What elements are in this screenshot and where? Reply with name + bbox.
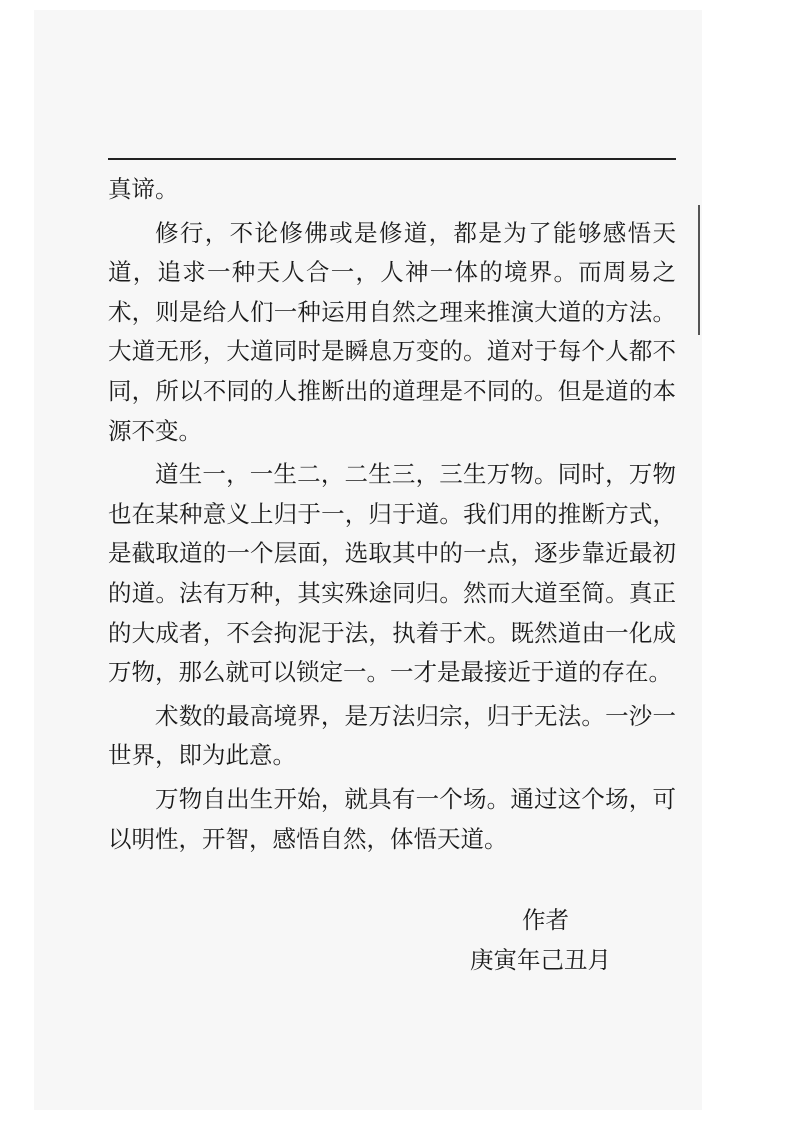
body-text bbox=[108, 170, 676, 859]
paragraph-3: 道生一，一生二，二生三，三生万物。同时，万物也在某种意义上归于一，归于道。我们用的推断方式，是截取道的一个层面，选取其中的一点，逐步靠近最初的道。法有万种，其实殊途同归。然而大道至简。真正的大成者，不会拘泥于法，执着于术。既然道由一化成万物，那么就可以锁定一。一才是最接近于道的存在。 bbox=[108, 460, 676, 687]
paragraph-4: 术数的最高境界，是万法归宗，归于无法。一沙一世界，即为此意。 bbox=[108, 701, 676, 770]
author-label: 作者 bbox=[522, 906, 569, 934]
paragraph-5: 万物自出生开始，就具有一个场。通过这个场，可以明性，开智，感悟自然，体悟天道。 bbox=[108, 784, 676, 853]
signature-block bbox=[470, 900, 660, 980]
header-rule bbox=[108, 158, 676, 160]
date-label: 庚寅年己丑月 bbox=[470, 946, 611, 974]
paragraph-1: 真谛。 bbox=[108, 175, 179, 203]
paragraph-2: 修行，不论修佛或是修道，都是为了能够感悟天道，追求一种天人合一，人神一体的境界。而周易之术，则是给人们一种运用自然之理来推演大道的方法。大道无形，大道同时是瞬息万变的。道对于每个人都不同，所以不同的人推断出的道理是不同的。但是道的本源不变。 bbox=[108, 218, 676, 445]
scan-edge-mark bbox=[698, 205, 700, 335]
